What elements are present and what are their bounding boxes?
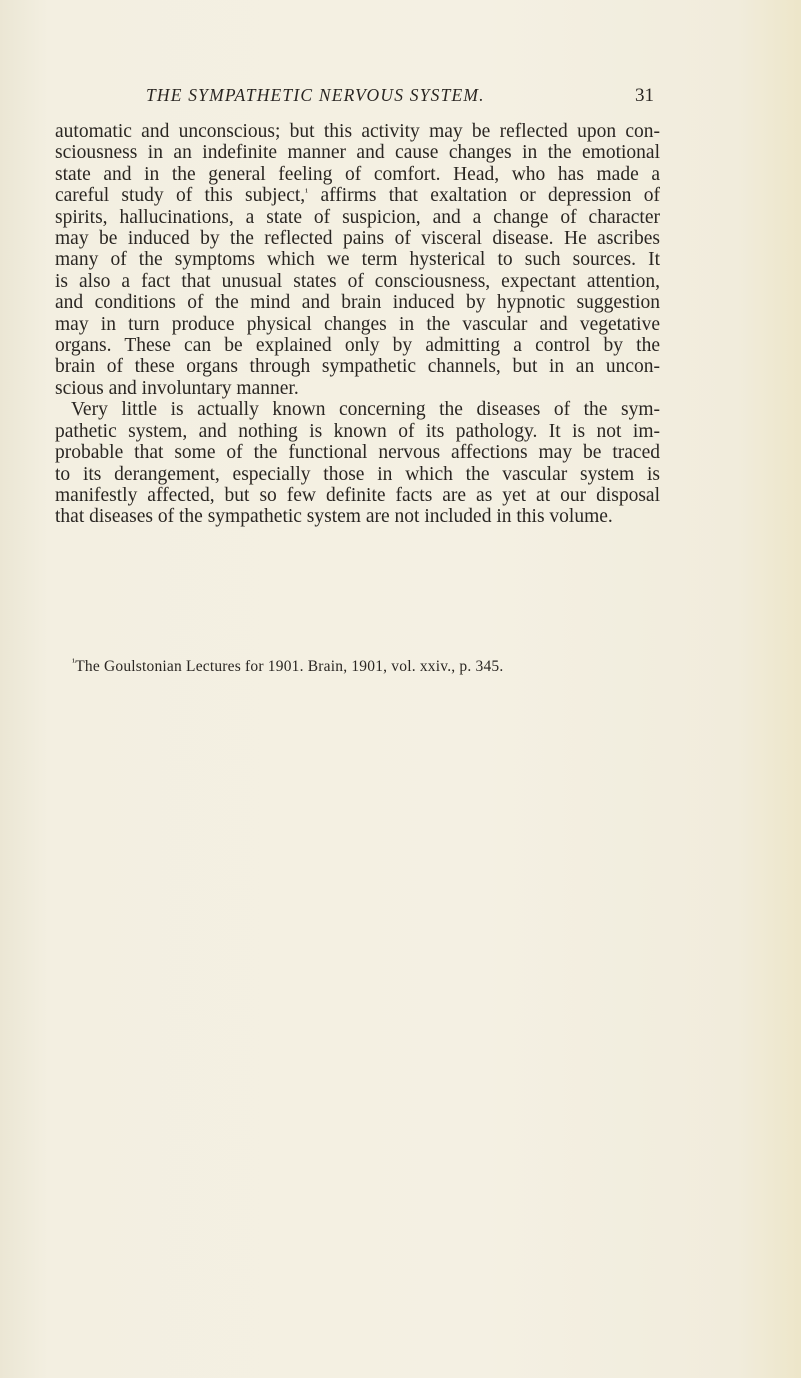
text-line: to its derangement, especially those in which the vascular system is [55,463,660,485]
text-line: spirits, hallucinations, a state of suspicion, and a change of character [55,206,660,228]
page-header [134,85,654,109]
text-line: automatic and unconscious; but this activity may be reflected upon con- [55,121,660,142]
text-line: pathetic system, and nothing is known of its pathology. It is not im- [55,420,660,442]
text-line: and conditions of the mind and brain induced by hypnotic suggestion [55,292,660,314]
text-line: manifestly affected, but so few definite facts are as yet at our disposal [55,484,660,506]
text-segment: careful study of this subject, [55,185,306,207]
text-line: many of the symptoms which we term hysterical to such sources. It [55,249,660,271]
footnote-marker: ¹ [72,657,76,668]
text-line: may be induced by the reflected pains of visceral disease. He ascribes [55,228,660,250]
text-line: state and in the general feeling of comfort. Head, who has made a [55,163,660,185]
text-line: organs. These can be explained only by admitting a control by the [55,335,660,357]
body-text [55,121,660,528]
text-line: scious and involuntary manner. [55,377,299,399]
text-line: brain of these organs through sympathetic channels, but in an uncon- [55,356,660,378]
text-line: sciousness in an indefinite manner and cause changes in the emotional [55,142,660,164]
text-line: may in turn produce physical changes in the vascular and vegetative [55,313,660,335]
text-line: is also a fact that unusual states of consciousness, expectant attention, [55,270,660,292]
text-line: Very little is actually known concerning the diseases of the sym- [71,399,660,421]
text-line [55,185,660,206]
footnote-text: The Goulstonian Lectures for 1901. Brain, 1901, vol. xxiv., p. 345. [75,658,504,675]
page-number: 31 [635,85,654,106]
text-segment: affirms that exaltation or depression of [308,185,660,207]
running-title: THE SYMPATHETIC NERVOUS SYSTEM. [146,85,485,105]
footnote-reference: ¹ [305,187,309,199]
text-line: that diseases of the sympathetic system are not included in this volume. [55,506,613,528]
text-line: probable that some of the functional nervous affections may be traced [55,442,660,464]
footnote [72,658,503,676]
